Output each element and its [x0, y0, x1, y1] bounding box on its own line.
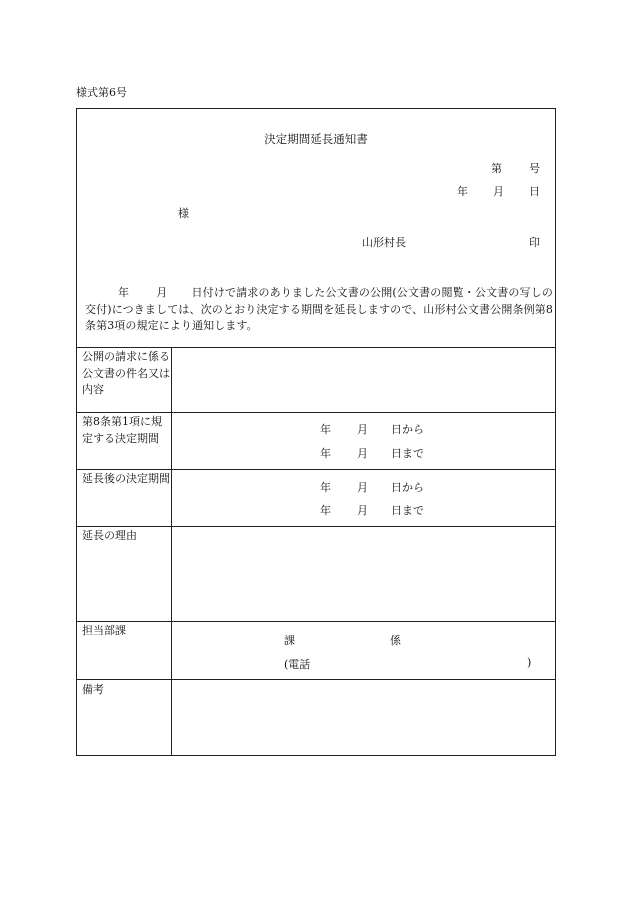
original-period-label: 第8条第1項に規定する決定期間	[82, 415, 162, 445]
doc-number-suffix: 号	[529, 162, 540, 175]
extended-to-month: 月	[357, 504, 368, 517]
notice-text: 日付けで請求のありました公文書の公開(公文書の閲覧・公文書の写しの交付)につきましては、次のとおり決定する期間を延長しますので、山形村公文書公開条例第8条第3項の規定により通知します。	[85, 286, 553, 332]
seal-mark: 印	[529, 236, 540, 249]
addressee-suffix: 様	[178, 207, 189, 220]
notice-year: 年	[118, 286, 130, 299]
original-from-month: 月	[357, 423, 368, 436]
section-suffix: 課	[284, 634, 295, 647]
issue-date-day: 日	[529, 185, 540, 198]
extended-from-day: 日から	[391, 481, 424, 494]
row-divider	[77, 412, 555, 413]
subject-label: 公開の請求に係る公文書の件名又は内容	[82, 350, 170, 396]
row-divider	[77, 526, 555, 527]
original-to-month: 月	[357, 447, 368, 460]
extended-period-label: 延長後の決定期間	[82, 472, 170, 485]
phone-close: )	[527, 656, 532, 669]
table-top-border	[77, 347, 555, 348]
row-divider	[77, 679, 555, 680]
document-title: 決定期間延長通知書	[264, 132, 368, 146]
extended-to-day: 日まで	[391, 504, 424, 517]
extended-from-year: 年	[320, 481, 331, 494]
remarks-label: 備考	[82, 683, 104, 696]
extended-from-month: 月	[357, 481, 368, 494]
column-divider	[171, 347, 172, 756]
notice-month: 月	[156, 286, 168, 299]
notice-form	[76, 108, 556, 756]
issue-date-year: 年	[457, 185, 468, 198]
original-from-day: 日から	[391, 423, 424, 436]
phone-open: (電話	[284, 658, 311, 671]
row-divider	[77, 621, 555, 622]
doc-number-prefix: 第	[491, 162, 502, 175]
original-to-day: 日まで	[391, 447, 424, 460]
notice-paragraph	[85, 285, 553, 335]
row-divider	[77, 469, 555, 470]
sender-name: 山形村長	[362, 236, 406, 249]
original-to-year: 年	[320, 447, 331, 460]
reason-label: 延長の理由	[82, 529, 137, 542]
issue-date-month: 月	[493, 185, 504, 198]
original-from-year: 年	[320, 423, 331, 436]
form-number: 様式第6号	[76, 86, 127, 99]
unit-suffix: 係	[390, 634, 401, 647]
department-label: 担当部課	[82, 624, 126, 637]
extended-to-year: 年	[320, 504, 331, 517]
